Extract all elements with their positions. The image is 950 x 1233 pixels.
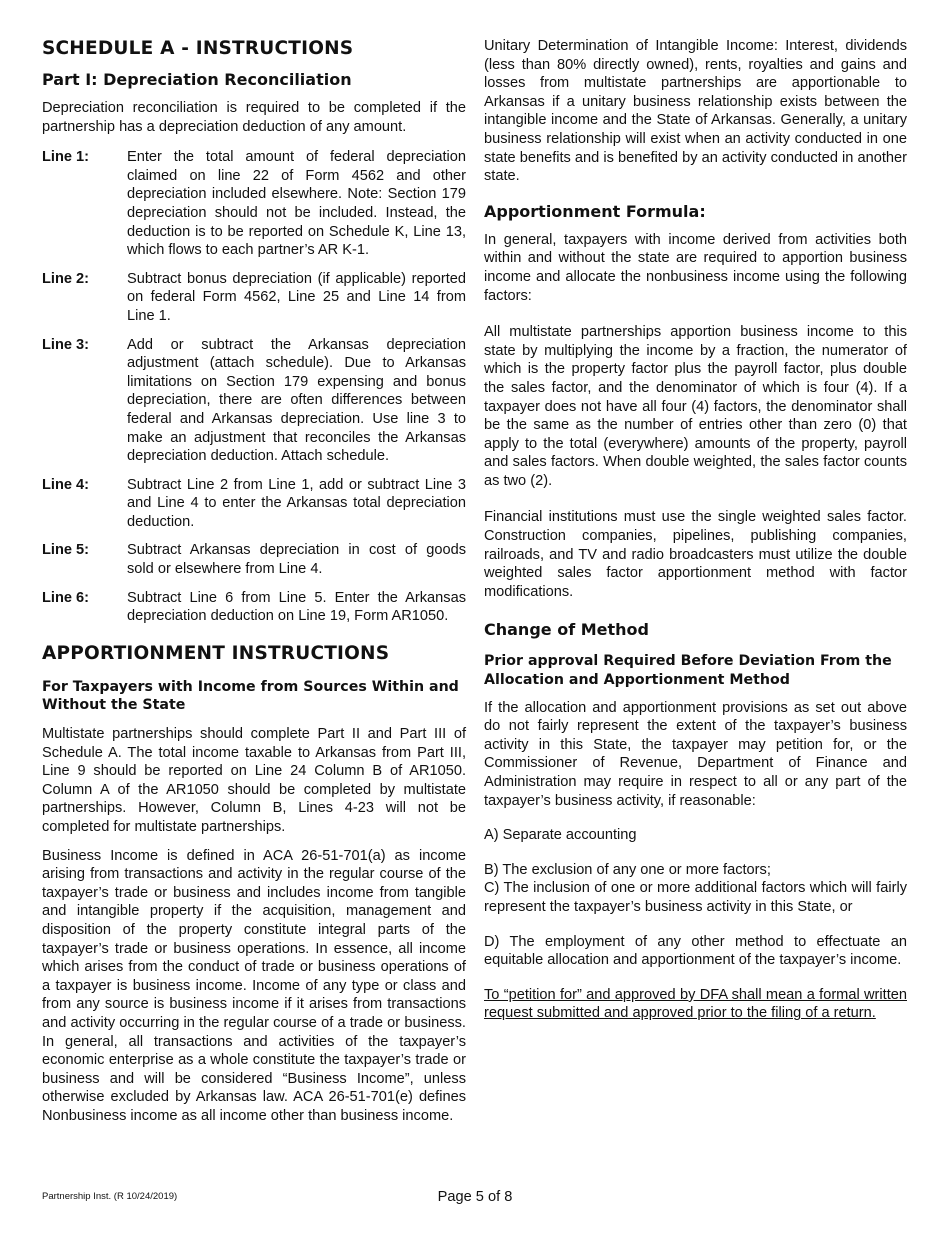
line-label: Line 5: bbox=[42, 542, 90, 559]
taxpayers-heading: For Taxpayers with Income from Sources Within and Without the State bbox=[42, 678, 459, 714]
line-item bbox=[42, 589, 466, 626]
line-item bbox=[42, 336, 466, 466]
line-label: Line 4: bbox=[42, 476, 90, 493]
line-item bbox=[42, 270, 466, 326]
multistate-paragraph: Multistate partnerships should complete Part II and Part III of Schedule A. The total income taxable to Arkansas from Part III, Line 9 should be reported on Line 24 Column B of AR1050. Column A of the AR1050 should be completed by multistate partnerships. However, Column B, Lines 4-23 will not be completed for multistate partnerships. bbox=[42, 726, 466, 835]
line-label: Line 2: bbox=[42, 270, 90, 287]
unitary-paragraph: Unitary Determination of Intangible Income: Interest, dividends (less than 80% directly owned), rents, royalties and gains and losses from multistate partnerships are apportionable to Arkansas if a unitary business relationship exists between the intangible income and the State of Arkansas. Generally, a unitary business relationship will exist when an activity conducted in one state benefits and is benefited by an activity conducted in another state. bbox=[484, 38, 907, 185]
right-column bbox=[484, 37, 907, 1023]
prior-approval-heading: Prior approval Required Before Deviation From the Allocation and Apportionment Method bbox=[484, 653, 892, 689]
formula-paragraph-3: Financial institutions must use the single weighted sales factor. Construction companies, pipelines, publishing companies, railroads, and TV and radio broadcasters must utilize the double weighted sales factor apportionment method with factor modifications. bbox=[484, 509, 907, 600]
option-d: D) The employment of any other method to effectuate an equitable allocation and apportionment of the taxpayer’s income. bbox=[484, 933, 907, 969]
line-item bbox=[42, 476, 466, 532]
schedule-a-title: SCHEDULE A - INSTRUCTIONS bbox=[42, 38, 354, 59]
option-a: A) Separate accounting bbox=[484, 827, 637, 844]
option-b: B) The exclusion of any one or more factors; bbox=[484, 861, 771, 878]
formula-paragraph-1: In general, taxpayers with income derived from activities both within and without the state are required to apportion business income and allocate the nonbusiness income using the following factors: bbox=[484, 231, 907, 304]
formula-paragraph-2: All multistate partnerships apportion business income to this state by multiplying the income by a fraction, the numerator of which is the property factor plus the payroll factor, plus double the sales factor, and the denominator of which is four (4). If a taxpayer does not have all four (4) factors, the denominator shall be the same as the number of entries other than zero (0) that apply to the total (everywhere) amounts of the property, payroll and sales factors. When double weighted, the sales factor counts as two (2). bbox=[484, 324, 907, 489]
line-text: Subtract Line 2 from Line 1, add or subtract Line 3 and Line 4 to enter the Arkansas total depreciation deduction. bbox=[127, 476, 466, 530]
business-income-paragraph: Business Income is defined in ACA 26-51-701(a) as income arising from transactions and activity in the regular course of the taxpayer’s trade or business and includes income from tangible and intangible property if the acquisition, management and disposition of the property constitute integral parts of the taxpayer’s trade or business operations. In essence, all income which arises from the conduct of trade or business operations of a taxpayer is business income. Income of any type or class and from any source is business income if it arises from transactions and activity occurring in the regular course of a trade or business. In general, all transactions and activities of the taxpayer’s economic enterprise as a whole constitute the taxpayer’s trade or business and will be considered “Business Income”, unless otherwise excluded by Arkansas law. ACA 26-51-701(e) defines Nonbusiness income as all income other than business income. bbox=[42, 847, 466, 1124]
page-number: Page 5 of 8 bbox=[437, 1189, 513, 1205]
line-text: Add or subtract the Arkansas depreciation adjustment (attach schedule). Due to Arkansas limitations on Section 179 expensing and bonus depreciation, there are often differences between federal and Arkansas depreciation. Use line 3 to make an adjustment that reconciles the Arkansas depreciation deduction. Attach schedule. bbox=[127, 336, 466, 465]
change-of-method-heading: Change of Method bbox=[484, 620, 649, 640]
prior-approval-paragraph: If the allocation and apportionment provisions as set out above do not fairly represent the extent of the taxpayer’s business activity in this State, the taxpayer may petition for, or the Commissioner of Revenue, Department of Finance and Administration may require in respect to all or any part of the taxpayer’s business activity, if reasonable: bbox=[484, 699, 907, 809]
line-text: Subtract Line 6 from Line 5. Enter the Arkansas depreciation deduction on Line 19, Form AR1050. bbox=[127, 589, 466, 625]
line-text: Enter the total amount of federal depreciation claimed on line 22 of Form 4562 and other depreciation included elsewhere. Note: Section 179 depreciation should not be included. Instead, the deduction is to be reported on Schedule K, Line 13, which flows to each partner’s AR K-1. bbox=[127, 149, 466, 259]
line-instructions bbox=[42, 148, 466, 626]
form-identifier: Partnership Inst. (R 10/24/2019) bbox=[42, 1191, 178, 1202]
line-label: Line 6: bbox=[42, 589, 90, 606]
part1-intro: Depreciation reconciliation is required to be completed if the partnership has a depreciation deduction of any amount. bbox=[42, 100, 466, 135]
line-item bbox=[42, 148, 466, 260]
apportionment-title: APPORTIONMENT INSTRUCTIONS bbox=[42, 642, 390, 664]
formula-heading: Apportionment Formula: bbox=[484, 201, 706, 221]
left-column bbox=[42, 37, 466, 1126]
line-label: Line 1: bbox=[42, 149, 90, 166]
line-text: Subtract Arkansas depreciation in cost of goods sold or elsewhere from Line 4. bbox=[127, 542, 466, 578]
option-c: C) The inclusion of one or more additional factors which will fairly represent the taxpayer’s business activity in this State, or bbox=[484, 880, 907, 915]
petition-note: To “petition for” and approved by DFA shall mean a formal written request submitted and approved prior to the filing of a return. bbox=[484, 986, 907, 1022]
line-text: Subtract bonus depreciation (if applicable) reported on federal Form 4562, Line 25 and Line 14 from Line 1. bbox=[127, 270, 466, 324]
line-label: Line 3: bbox=[42, 336, 90, 353]
part1-heading: Part I: Depreciation Reconciliation bbox=[42, 70, 352, 89]
line-item bbox=[42, 541, 466, 578]
